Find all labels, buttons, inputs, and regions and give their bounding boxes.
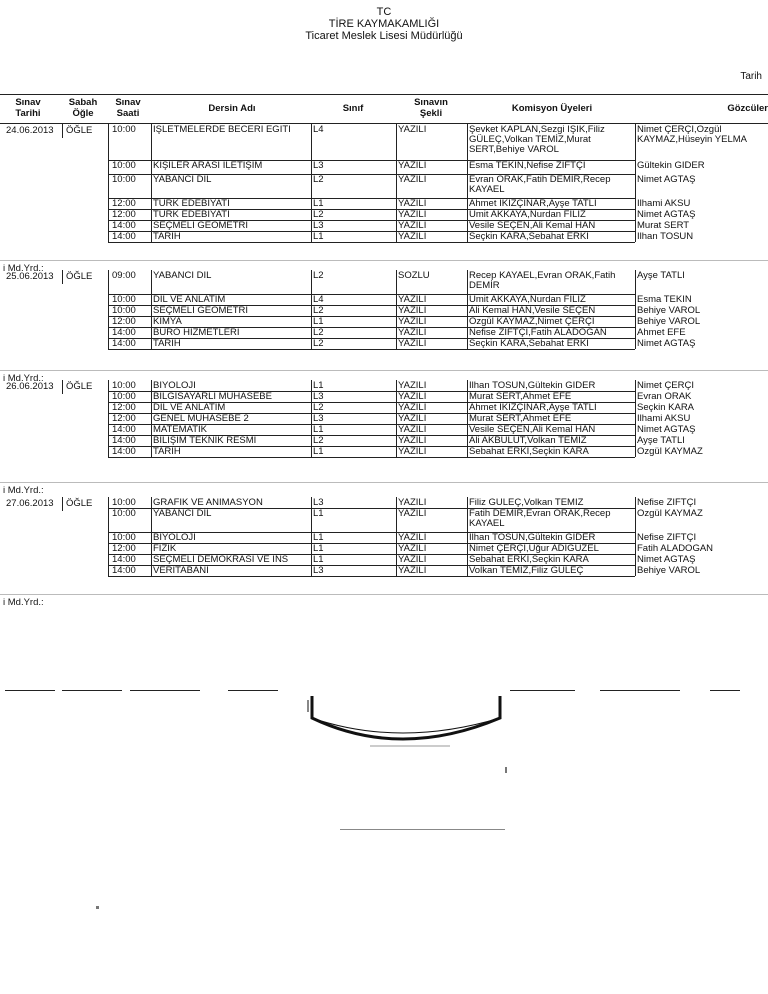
observer: Ayşe TATLI (637, 436, 685, 446)
class-code: L3 (313, 566, 324, 576)
observer: Behiye VAROL (637, 317, 701, 327)
exam-time: 10:00 (112, 125, 136, 135)
class-code: L1 (313, 199, 324, 209)
exam-time: 10:00 (112, 161, 136, 171)
observer: Fatih ALADOĞAN (637, 544, 714, 554)
header-line-school: Ticaret Meslek Lisesi Müdürlüğü (305, 30, 463, 42)
col-sinav-tarihi (4, 97, 52, 119)
exam-type: YAZILI (398, 509, 427, 519)
column-rule (635, 124, 636, 242)
exam-type: YAZILI (398, 555, 427, 565)
observer: Ahmet EFE (637, 328, 686, 338)
exam-time: 09:00 (112, 271, 136, 281)
class-code: L2 (313, 436, 324, 446)
exam-time: 14:00 (112, 328, 136, 338)
exam-type: YAZILI (398, 175, 427, 185)
course-name: FİZİK (153, 544, 177, 554)
exam-type: YAZILI (398, 544, 427, 554)
exam-time: 14:00 (112, 555, 136, 565)
group-rule (0, 370, 768, 371)
course-name: TÜRK EDEBİYATI (153, 199, 230, 209)
exam-time: 14:00 (112, 339, 136, 349)
class-code: L2 (313, 271, 324, 281)
exam-time: 10:00 (112, 533, 136, 543)
tarih-label: Tarih (740, 71, 762, 82)
row-rule (108, 349, 635, 350)
column-rule (151, 380, 152, 457)
course-name: GENEL MUHASEBE 2 (153, 414, 249, 424)
course-name: YABANCI DİL (153, 175, 212, 185)
col-sinav-saati (108, 97, 148, 119)
class-code: L1 (313, 533, 324, 543)
commission-members: Vesile SEÇEN,Ali Kemal HAN (469, 425, 596, 435)
class-code: L3 (313, 221, 324, 231)
exam-type: YAZILI (398, 566, 427, 576)
commission-members: Özgül KAYMAZ,Nimet ÇERÇİ (469, 317, 595, 327)
exam-time: 14:00 (112, 566, 136, 576)
class-code: L1 (313, 555, 324, 565)
md-yrd-label: i Md.Yrd.: (3, 263, 44, 274)
class-code: L3 (313, 498, 324, 508)
observer: Evran ORAK (637, 392, 692, 402)
exam-type: YAZILI (398, 533, 427, 543)
column-rule (467, 270, 468, 349)
column-rule (396, 497, 397, 576)
class-code: L1 (313, 317, 324, 327)
exam-type: YAZILI (398, 232, 427, 242)
column-rule (635, 380, 636, 457)
exam-type: YAZILI (398, 392, 427, 402)
col-sabah-ogle-line2: Öğle (72, 108, 94, 119)
class-code: L1 (313, 447, 324, 457)
commission-members: Ali AKBULUT,Volkan TEMİZ (469, 436, 587, 446)
observer: Seçkin KARA (637, 403, 695, 413)
course-name: TARİH (153, 339, 181, 349)
course-name: VERİTABANI (153, 566, 209, 576)
exam-time: 10:00 (112, 381, 136, 391)
column-rule (151, 124, 152, 242)
col-sinavin-sekli (396, 97, 466, 119)
column-rule (311, 497, 312, 576)
md-yrd-label: i Md.Yrd.: (3, 597, 44, 608)
commission-members: Seçkin KARA,Sebahat ERKİ (469, 339, 589, 349)
commission-members: Nimet ÇERÇİ,Uğur ADIGÜZEL (469, 544, 599, 554)
exam-time: 12:00 (112, 199, 136, 209)
course-name: DİL VE ANLATIM (153, 403, 226, 413)
column-rule (635, 497, 636, 576)
column-rule (396, 380, 397, 457)
class-code: L4 (313, 125, 324, 135)
course-name: KİMYA (153, 317, 182, 327)
exam-period: ÖĞLE (66, 381, 93, 392)
exam-time: 12:00 (112, 403, 136, 413)
column-rule (467, 124, 468, 242)
class-code: L2 (313, 328, 324, 338)
col-sekil-line2: Şekli (419, 108, 443, 119)
course-name: SEÇMELİ GEOMETRİ (153, 221, 249, 231)
course-name: YABANCI DİL (153, 509, 212, 519)
course-name: MATEMATİK (153, 425, 208, 435)
exam-time: 10:00 (112, 509, 136, 519)
observer: Murat SERT (637, 221, 690, 231)
observer: Özgül KAYMAZ (637, 447, 703, 457)
column-rule (311, 380, 312, 457)
class-code: L2 (313, 306, 324, 316)
scan-dot (505, 767, 507, 773)
group-rule (0, 482, 768, 483)
observer: Nimet AĞTAŞ (637, 555, 696, 565)
column-rule (108, 124, 109, 242)
md-yrd-label: i Md.Yrd.: (3, 373, 44, 384)
course-name: SEÇMELİ DEMOKRASİ VE İNS (153, 555, 289, 565)
exam-time: 14:00 (112, 221, 136, 231)
column-rule (311, 270, 312, 349)
commission-members: Ali Kemal HAN,Vesile SEÇEN (469, 306, 596, 316)
exam-time: 12:00 (112, 210, 136, 220)
stamp-bracket-shape (300, 690, 530, 770)
course-name: GRAFİK VE ANİMASYON (153, 498, 263, 508)
observer: Nefise ZİFTÇİ (637, 498, 697, 508)
column-rule (62, 124, 63, 138)
scan-dot (96, 906, 99, 909)
exam-time: 14:00 (112, 425, 136, 435)
observer: Nimet AĞTAŞ (637, 425, 696, 435)
column-rule (108, 380, 109, 457)
exam-time: 14:00 (112, 232, 136, 242)
commission-members: Recep KAYAEL,Evran ORAK,Fatih DEMİR (469, 271, 616, 291)
course-name: KİŞİLER ARASI İLETİŞİM (153, 161, 263, 171)
commission-members: Sebahat ERKİ,Seçkin KARA (469, 555, 589, 565)
course-name: TÜRK EDEBİYATI (153, 210, 230, 220)
exam-type: YAZILI (398, 317, 427, 327)
exam-type: YAZILI (398, 306, 427, 316)
exam-date: 26.06.2013 (6, 381, 54, 392)
exam-time: 10:00 (112, 295, 136, 305)
header-line-tc: TC (376, 6, 392, 18)
commission-members: Ümit AKKAYA,Nurdan FİLİZ (469, 210, 586, 220)
class-code: L3 (313, 414, 324, 424)
commission-members: Seçkin KARA,Sebahat ERKİ (469, 232, 589, 242)
commission-members: Ümit AKKAYA,Nurdan FİLİZ (469, 295, 586, 305)
group-rule (0, 260, 768, 261)
course-name: İŞLETMELERDE BECERİ EĞİTİ (153, 125, 291, 135)
column-rule (151, 497, 152, 576)
exam-type: YAZILI (398, 498, 427, 508)
class-code: L2 (313, 339, 324, 349)
commission-members: Fatih DEMİR,Evran ORAK,Recep KAYAEL (469, 509, 611, 529)
commission-members: Nefise ZİFTÇİ,Fatih ALADOĞAN (469, 328, 607, 338)
col-komisyon: Komisyon Üyeleri (511, 103, 593, 114)
observer: Gültekin GİDER (637, 161, 705, 171)
signature-line (340, 829, 505, 830)
exam-type: SÖZLÜ (398, 271, 430, 281)
col-sinav-saati-line1: Sınav (115, 97, 141, 108)
column-rule (467, 497, 468, 576)
commission-members: İlhan TOSUN,Gültekin GİDER (469, 381, 596, 391)
course-name: TARİH (153, 232, 181, 242)
course-name: BİYOLOJİ (153, 533, 196, 543)
observer: Özgül KAYMAZ (637, 509, 703, 519)
signature-line (62, 690, 122, 691)
exam-type: YAZILI (398, 125, 427, 135)
class-code: L2 (313, 210, 324, 220)
col-sinav-tarihi-line2: Tarihi (15, 108, 41, 119)
exam-period: ÖĞLE (66, 498, 93, 509)
course-name: SEÇMELİ GEOMETRİ (153, 306, 249, 316)
column-rule (151, 270, 152, 349)
exam-period: ÖĞLE (66, 125, 93, 136)
observer: Behiye VAROL (637, 306, 701, 316)
observer: Nimet ÇERÇİ (637, 381, 695, 391)
md-yrd-label: i Md.Yrd.: (3, 485, 44, 496)
exam-period: ÖĞLE (66, 271, 93, 282)
exam-time: 12:00 (112, 544, 136, 554)
row-rule (108, 576, 635, 577)
observer: Nimet ÇERÇİ,Özgül KAYMAZ,Hüseyin YELMA (637, 125, 747, 145)
exam-time: 10:00 (112, 306, 136, 316)
column-rule (396, 270, 397, 349)
exam-type: YAZILI (398, 328, 427, 338)
class-code: L2 (313, 175, 324, 185)
exam-type: YAZILI (398, 447, 427, 457)
column-rule (108, 497, 109, 576)
group-rule (0, 594, 768, 595)
observer: İlhan TOSUN (637, 232, 694, 242)
signature-line (5, 690, 55, 691)
col-sekil-line1: Sınavın (414, 97, 448, 108)
header-rule (0, 94, 768, 95)
commission-members: Vesile SEÇEN,Ali Kemal HAN (469, 221, 596, 231)
exam-time: 14:00 (112, 447, 136, 457)
class-code: L4 (313, 295, 324, 305)
commission-members: Şevket KAPLAN,Sezgi IŞIK,Filiz GÜLEÇ,Volkan TEMİZ,Murat SERT,Behiye VAROL (469, 125, 605, 155)
column-rule (396, 124, 397, 242)
exam-time: 10:00 (112, 175, 136, 185)
column-rule (62, 380, 63, 394)
course-name: DİL VE ANLATIM (153, 295, 226, 305)
exam-date: 27.06.2013 (6, 498, 54, 509)
exam-type: YAZILI (398, 221, 427, 231)
column-rule (62, 497, 63, 511)
col-sabah-ogle (62, 97, 104, 119)
observer: Ayşe TATLI (637, 271, 685, 281)
exam-time: 10:00 (112, 392, 136, 402)
exam-type: YAZILI (398, 199, 427, 209)
observer: Esma TEKİN (637, 295, 692, 305)
column-rule (62, 270, 63, 284)
commission-members: Murat SERT,Ahmet EFE (469, 414, 572, 424)
column-rule (467, 380, 468, 457)
signature-line (710, 690, 740, 691)
col-sinav-tarihi-line1: Sınav (15, 97, 41, 108)
observer: Nimet AĞTAŞ (637, 210, 696, 220)
exam-type: YAZILI (398, 414, 427, 424)
col-gozculer: Gözcüler (727, 103, 768, 114)
class-code: L1 (313, 232, 324, 242)
signature-line (600, 690, 680, 691)
exam-date: 24.06.2013 (6, 125, 54, 136)
course-name: BİLİŞİM TEKNİK RESMİ (153, 436, 257, 446)
commission-members: Volkan TEMİZ,Filiz GÜLEÇ (469, 566, 584, 576)
commission-members: Filiz GÜLEÇ,Volkan TEMİZ (469, 498, 584, 508)
exam-time: 14:00 (112, 436, 136, 446)
col-sinav-saati-line2: Saati (116, 108, 140, 119)
header-rule (0, 123, 768, 124)
observer: İlhami AKSU (637, 199, 691, 209)
observer: Nefise ZİFTÇİ (637, 533, 697, 543)
class-code: L1 (313, 544, 324, 554)
exam-type: YAZILI (398, 161, 427, 171)
class-code: L3 (313, 161, 324, 171)
commission-members: Sebahat ERKİ,Seçkin KARA (469, 447, 589, 457)
exam-time: 10:00 (112, 498, 136, 508)
commission-members: Ahmet İKİZÇINAR,Ayşe TATLI (469, 403, 597, 413)
exam-date: 25.06.2013 (6, 271, 54, 282)
exam-time: 12:00 (112, 317, 136, 327)
exam-type: YAZILI (398, 295, 427, 305)
commission-members: Murat SERT,Ahmet EFE (469, 392, 572, 402)
exam-type: YAZILI (398, 425, 427, 435)
col-sinif: Sınıf (342, 103, 364, 114)
row-rule (108, 242, 635, 243)
class-code: L1 (313, 381, 324, 391)
signature-line (228, 690, 278, 691)
exam-time: 12:00 (112, 414, 136, 424)
column-rule (108, 270, 109, 349)
course-name: BÜRO HİZMETLERİ (153, 328, 240, 338)
exam-type: YAZILI (398, 381, 427, 391)
col-sabah-ogle-line1: Sabah (68, 97, 98, 108)
course-name: BİLGİSAYARLI MUHASEBE (153, 392, 272, 402)
observer: Nimet AĞTAŞ (637, 339, 696, 349)
course-name: TARİH (153, 447, 181, 457)
exam-type: YAZILI (398, 210, 427, 220)
course-name: YABANCI DİL (153, 271, 212, 281)
class-code: L2 (313, 403, 324, 413)
course-name: BİYOLOJİ (153, 381, 196, 391)
commission-members: Evran ORAK,Fatih DEMİR,Recep KAYAEL (469, 175, 611, 195)
column-rule (635, 270, 636, 349)
exam-type: YAZILI (398, 403, 427, 413)
observer: Behiye VAROL (637, 566, 701, 576)
col-dersin-adi: Dersin Adı (208, 103, 256, 114)
signature-line (130, 690, 200, 691)
header-line-kaymakamlik: TİRE KAYMAKAMLIĞI (328, 18, 440, 30)
observer: Nimet AĞTAŞ (637, 175, 696, 185)
class-code: L3 (313, 392, 324, 402)
exam-type: YAZILI (398, 436, 427, 446)
class-code: L1 (313, 425, 324, 435)
column-rule (311, 124, 312, 242)
commission-members: Ahmet İKİZÇINAR,Ayşe TATLI (469, 199, 597, 209)
class-code: L1 (313, 509, 324, 519)
commission-members: İlhan TOSUN,Gültekin GİDER (469, 533, 596, 543)
row-rule (108, 457, 635, 458)
observer: İlhami AKSU (637, 414, 691, 424)
commission-members: Esma TEKİN,Nefise ZİFTÇİ (469, 161, 586, 171)
exam-type: YAZILI (398, 339, 427, 349)
